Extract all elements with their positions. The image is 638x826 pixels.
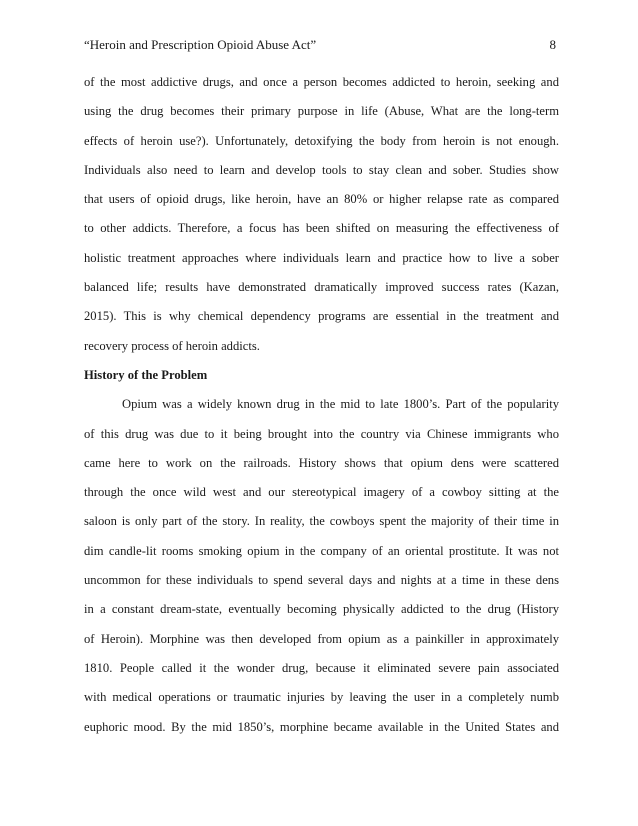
page-number: 8 <box>549 37 556 52</box>
running-header <box>84 36 556 54</box>
text-line: of the most addictive drugs, and once a person becomes addicted to heroin, seeking and <box>84 75 559 89</box>
text-line: that users of opioid drugs, like heroin, have an 80% or higher relapse rate as compared <box>84 192 559 207</box>
running-header-title: “Heroin and Prescription Opioid Abuse Act” <box>84 37 317 52</box>
text-line: effects of heroin use?). Unfortunately, detoxifying the body from heroin is not enough. <box>84 133 559 148</box>
text-line: in a constant dream-state, eventually becoming physically addicted to the drug (History <box>84 602 559 617</box>
text-line: with medical operations or traumatic injuries by leaving the user in a completely numb <box>84 690 559 705</box>
text-line: Opium was a widely known drug in the mid to late 1800’s. Part of the popularity <box>122 397 559 412</box>
text-line: holistic treatment approaches where individuals learn and practice how to live a sober <box>84 250 559 265</box>
paragraph-continuation <box>84 68 559 361</box>
paragraph-history <box>84 390 559 742</box>
text-line: balanced life; results have demonstrated dramatically improved success rates (Kazan, <box>84 280 559 295</box>
text-line: saloon is only part of the story. In reality, the cowboys spent the majority of their time in <box>84 514 559 529</box>
text-line: euphoric mood. By the mid 1850’s, morphine became available in the United States and <box>84 719 559 734</box>
section-heading: History of the Problem <box>84 367 208 382</box>
text-line: recovery process of heroin addicts. <box>84 338 260 353</box>
text-line: dim candle-lit rooms smoking opium in the company of an oriental prostitute. It was not <box>84 543 559 558</box>
body-text <box>84 68 559 742</box>
text-line: to other addicts. Therefore, a focus has been shifted on measuring the effectiveness of <box>84 221 559 236</box>
text-line: came here to work on the railroads. History shows that opium dens were scattered <box>84 455 559 470</box>
text-line: 1810. People called it the wonder drug, because it eliminated severe pain associated <box>84 660 559 675</box>
text-line: Individuals also need to learn and develop tools to stay clean and sober. Studies show <box>84 162 559 177</box>
text-line: of this drug was due to it being brought into the country via Chinese immigrants who <box>84 426 559 441</box>
text-line: using the drug becomes their primary purpose in life (Abuse, What are the long-term <box>84 104 559 119</box>
text-line: 2015). This is why chemical dependency programs are essential in the treatment and <box>84 309 559 324</box>
text-line: uncommon for these individuals to spend several days and nights at a time in these dens <box>84 573 559 588</box>
text-line: through the once wild west and our stereotypical imagery of a cowboy sitting at the <box>84 485 559 500</box>
text-line: of Heroin). Morphine was then developed from opium as a painkiller in approximately <box>84 631 559 646</box>
